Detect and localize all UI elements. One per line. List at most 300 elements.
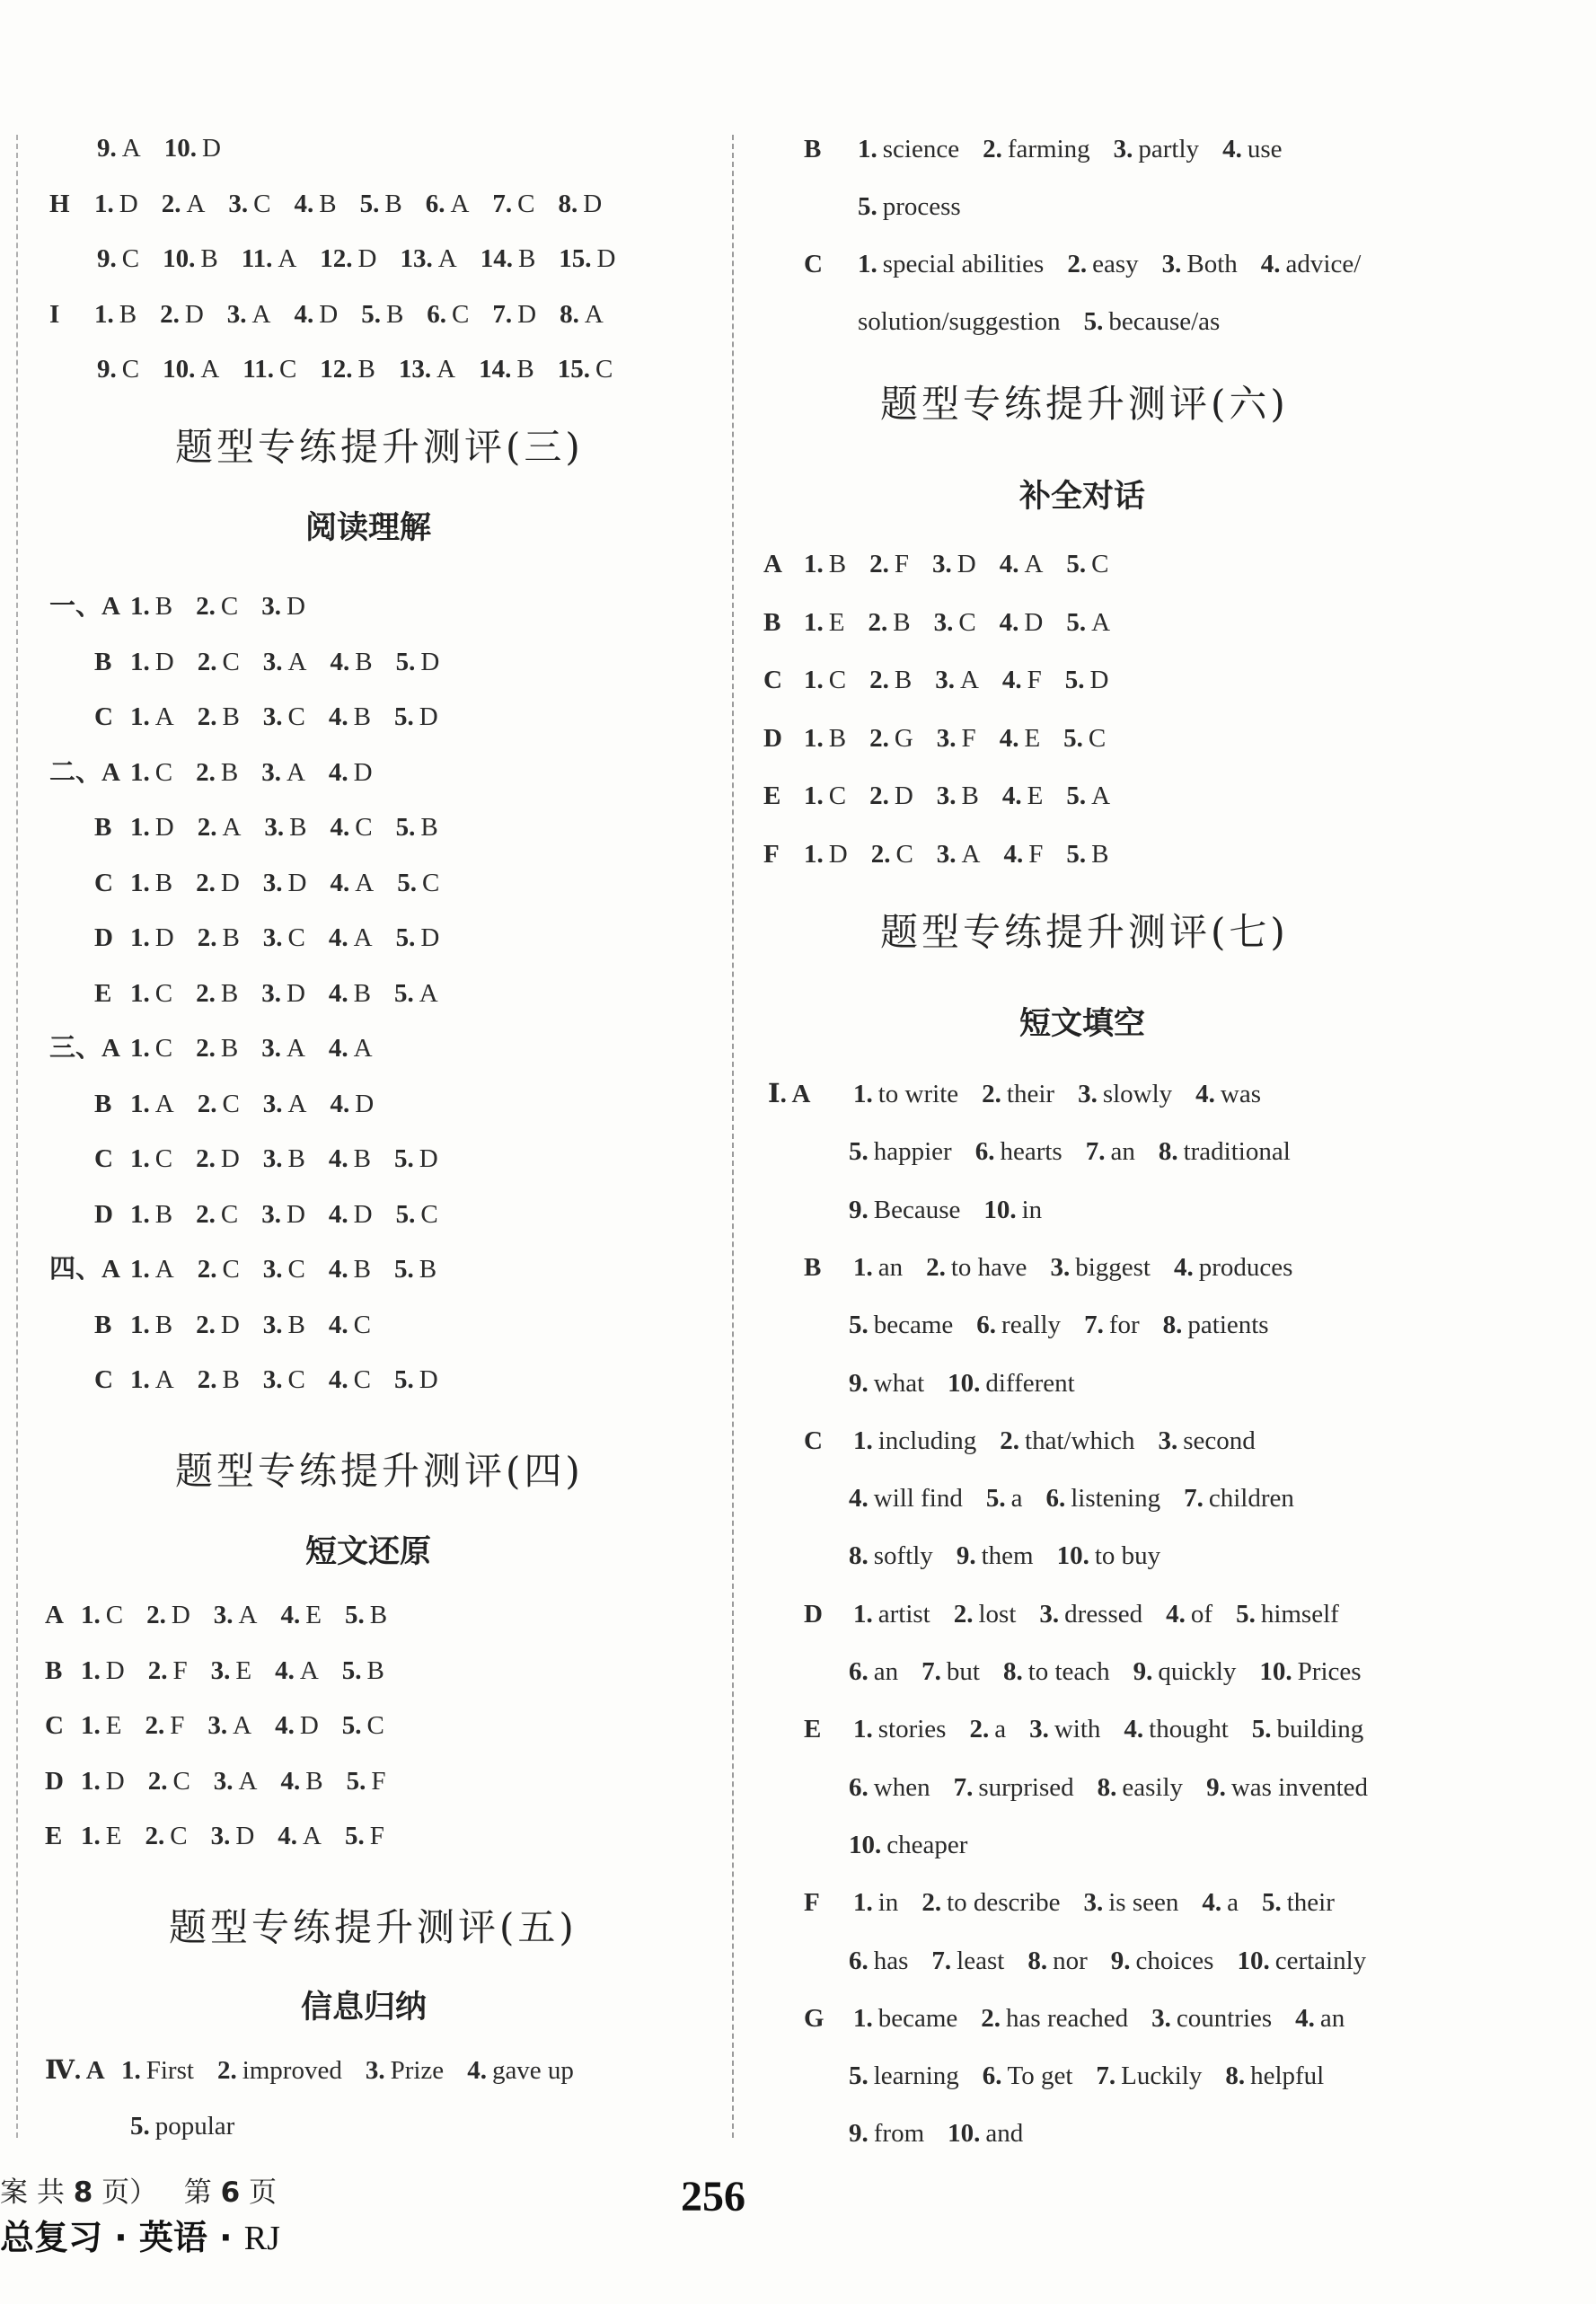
answer-number: 8. [1225,2061,1246,2091]
answer-text: choices [1135,1946,1214,1975]
answer-text: C [595,355,613,384]
answer-item [397,865,439,901]
answer-text: A [286,757,305,787]
answer-number: 1. [130,813,150,842]
footer-book-title: 总复习 · 英语 · RJ [0,2218,280,2257]
answer-number: 2. [216,2056,237,2085]
answer-item [227,296,271,332]
answer-text: D [420,647,440,676]
answer-group-label: E [804,1715,822,1744]
answer-item [281,1597,322,1633]
answer-number: 9. [956,1541,976,1571]
answer-text: B [319,189,337,218]
answer-item [1111,1943,1214,1979]
answer-number: 2. [197,702,217,731]
answer-item [130,755,172,790]
answer-line [763,662,1132,698]
answer-text: to describe [947,1888,1061,1918]
answer-group-label: C [94,868,113,897]
answer-item [320,351,375,387]
answer-item [849,1480,963,1516]
answer-text: A [286,1034,305,1063]
answer-item [196,1030,238,1066]
answer-text: was invented [1230,1772,1369,1802]
answer-text: slowly [1102,1080,1173,1108]
answer-text: A [353,923,373,952]
answer-item [849,1770,930,1805]
answer-item [198,1251,240,1287]
answer-number: 5. [395,1199,416,1229]
answer-number: 3. [1083,1888,1104,1918]
answer-text: B [154,868,173,897]
answer-number: 2. [870,839,891,869]
answer-item [1151,2000,1272,2036]
answer-number: 11. [241,244,273,273]
answer-group-label: C [804,250,823,278]
answer-item [329,699,371,735]
answer-number: 5. [393,1365,414,1394]
answer-number: 3. [262,868,283,897]
answer-line [849,1770,1391,1805]
answer-number: 4. [330,1089,350,1118]
answer-text: C [253,189,271,218]
answer-text: an [1110,1137,1135,1167]
answer-item [196,588,238,624]
answer-item [130,644,174,680]
answer-number: 1. [130,1144,150,1173]
answer-text: G [894,723,913,753]
answer-item [1086,1134,1135,1170]
section-subtitle-reading: 阅读理解 [305,510,432,546]
answer-item [853,1423,976,1459]
answer-number: 2. [197,1365,217,1394]
answer-item [976,1307,1061,1343]
answer-item [130,1141,172,1177]
answer-number: 3. [1158,1426,1178,1455]
answer-group-label: C [94,1365,113,1394]
answer-text: process [882,192,961,221]
answer-text: To get [1007,2061,1073,2091]
answer-item [849,1654,898,1690]
answer-number: 2. [982,1080,1001,1108]
answer-item [366,2052,444,2088]
answer-text: thought [1149,1715,1229,1744]
answer-item [559,241,615,277]
answer-number: 2. [196,1199,216,1229]
answer-item [849,1134,952,1170]
answer-text: B [305,1766,323,1796]
answer-group-label: E [94,978,112,1008]
answer-text: C [1091,550,1109,578]
answer-number: 9. [849,1195,869,1224]
answer-number: 1. [81,1766,101,1796]
answer-item [983,1192,1042,1228]
answer-item [1000,546,1044,582]
answer-text: hearts [1000,1137,1063,1167]
answer-text: D [286,978,305,1008]
answer-item [263,1141,305,1177]
answer-number: 4. [275,1711,295,1740]
answer-number: 8. [1027,1946,1048,1975]
answer-item [849,2115,924,2151]
answer-text: F [961,723,976,753]
answer-item [329,975,371,1011]
answer-line [804,1249,1316,1285]
answer-text: D [220,868,240,897]
answer-number: 3. [936,781,957,810]
answer-number: 4. [275,1655,295,1685]
answer-text: C [958,607,976,637]
answer-number: 1. [130,1034,150,1063]
answer-text: D [119,189,138,218]
answer-group-label: E [45,1822,63,1850]
answer-text: B [828,723,847,753]
answer-text: B [289,813,307,842]
answer-text: A [238,1601,258,1629]
answer-text: A [1091,781,1111,810]
answer-item [401,241,457,277]
answer-text: C [828,781,847,810]
answer-text: D [105,1655,125,1685]
answer-item [481,241,536,277]
answer-number: 3. [261,592,281,621]
answer-number: 3. [1113,135,1133,163]
answer-number: 6. [974,1137,995,1167]
answer-item [396,644,440,680]
answer-text: D [517,299,537,329]
answer-line [849,2115,1046,2151]
answer-text: A [121,134,141,163]
answer-number: 5. [1063,723,1083,753]
answer-item [1166,1596,1212,1632]
answer-number: 5. [393,702,414,731]
answer-number: 4. [999,550,1019,578]
answer-text: B [517,244,536,273]
answer-item [94,296,137,332]
answer-number: 5. [849,2061,869,2091]
answer-text: A [233,1711,252,1740]
answer-text: a [1010,1484,1023,1514]
answer-line [763,546,1132,582]
answer-group-label: B [94,647,112,676]
section-subtitle-info-summary: 信息归纳 [301,1990,428,2026]
answer-number: 2. [869,781,889,810]
answer-number: 6. [849,1946,869,1975]
answer-item [198,699,240,735]
answer-number: 2. [1067,250,1088,278]
answer-item [331,809,373,845]
answer-text: B [357,355,375,384]
answer-number: 3. [261,978,281,1008]
answer-number: 1. [853,1080,873,1108]
answer-text: lost [978,1599,1017,1629]
answer-text: E [105,1711,122,1740]
answer-number: 1. [853,1888,873,1918]
answer-number: 15. [559,244,592,273]
answer-number: 10. [849,1830,882,1859]
answer-text: D [171,1601,190,1629]
answer-number: 4. [1295,2003,1315,2033]
answer-number: 4. [328,1144,348,1173]
answer-item [849,1365,924,1401]
answer-text: D [287,868,307,897]
answer-number: 9. [849,1368,869,1398]
answer-number: 3. [262,1089,283,1118]
answer-line [94,975,462,1011]
answer-text: C [421,868,440,897]
answer-text: has reached [1006,2003,1129,2033]
answer-number: 5. [1066,839,1087,869]
answer-number: 2. [196,1310,216,1339]
answer-text: B [369,1601,388,1629]
answer-number: 14. [480,244,513,273]
answer-number: 2. [981,2003,1001,2033]
answer-item [986,1480,1023,1516]
answer-number: 3. [936,839,957,869]
answer-number: 3. [261,1199,281,1229]
answer-number: 4. [280,1601,301,1629]
answer-number: 4. [328,978,348,1008]
answer-text: solution/suggestion [858,307,1061,336]
answer-number: 7. [921,1657,941,1686]
answer-item [263,1307,305,1343]
answer-group-label: B [45,1655,63,1685]
answer-number: 5. [1064,666,1085,694]
answer-number: 3. [931,550,952,578]
answer-group-label: D [763,723,782,753]
answer-line [97,130,244,166]
answer-text: different [985,1368,1075,1398]
answer-text: B [420,813,438,842]
answer-line [94,809,462,845]
answer-group-label: C [804,1426,823,1455]
answer-text: A [278,244,297,273]
answer-group-label: G [804,2003,824,2033]
left-margin-dashed-rule [16,135,18,2138]
answer-item [130,1086,174,1122]
answer-text: from [873,2119,925,2149]
answer-number: 2. [921,1888,942,1918]
answer-item [196,755,238,790]
answer-text: an [877,1252,904,1282]
answer-line [804,1711,1387,1747]
answer-line [849,1480,1318,1516]
answer-text: because/as [1108,307,1221,336]
answer-text: D [154,647,174,676]
answer-text: C [1088,723,1107,753]
answer-text: C [828,666,847,694]
answer-line [804,1596,1362,1632]
answer-item [868,605,910,640]
answer-text: patients [1187,1311,1269,1340]
answer-text: A [154,1365,174,1394]
answer-text: improved [242,2056,342,2085]
answer-number: 4. [999,607,1019,637]
answer-item [261,975,305,1011]
answer-number: 3. [261,757,281,787]
answer-text: D [419,1365,438,1394]
answer-number: 3. [262,923,283,952]
answer-item [211,1818,255,1854]
answer-text: least [957,1946,1005,1975]
answer-number: 5. [361,299,381,329]
answer-item [148,1763,190,1799]
page-number: 256 [681,2173,745,2220]
answer-item [329,755,373,790]
answer-item [331,865,375,901]
answer-item [1004,836,1044,872]
answer-item [804,720,846,756]
answer-number: 2. [869,666,889,694]
answer-item [921,1885,1060,1920]
answer-item [1027,1943,1087,1979]
answer-text: C [172,1766,190,1796]
answer-number: 1. [804,666,824,694]
answer-number: 8. [1097,1772,1117,1802]
answer-text: C [287,702,305,731]
answer-text: A [222,813,242,842]
answer-item [196,1307,240,1343]
answer-item [1084,304,1221,340]
answer-text: A [353,1034,373,1063]
answer-group-label: 四、A [49,1255,120,1284]
answer-text: B [419,1255,437,1284]
answer-number: 4. [328,1365,348,1394]
answer-text: D [319,299,339,329]
answer-line [94,865,463,901]
answer-item [162,186,206,222]
answer-text: D [184,299,204,329]
answer-text: A [959,666,979,694]
answer-number: 2. [147,1655,168,1685]
answer-item [869,546,909,582]
answer-number: 5. [1066,607,1087,637]
answer-text: C [154,1034,173,1063]
answer-item [331,1086,375,1122]
answer-text: learning [873,2061,959,2091]
answer-number: 4. [280,1766,301,1796]
answer-number: 3. [262,702,283,731]
answer-item [1066,605,1110,640]
answer-item [1050,1249,1151,1285]
answer-item [1184,1480,1294,1516]
answer-number: 6. [425,189,445,218]
answer-number: 1. [94,189,114,218]
answer-item [558,351,613,387]
answer-text: B [220,1034,239,1063]
answer-text: C [105,1601,124,1629]
answer-group-label: D [804,1599,823,1629]
answer-item [1063,720,1106,756]
answer-item [1114,131,1199,167]
answer-text: B [893,607,911,637]
section-subtitle-dialogue: 补全对话 [1019,479,1146,515]
answer-group-label: D [94,923,113,952]
answer-item [329,1362,371,1398]
answer-line [763,605,1133,640]
answer-number: 3. [210,1822,231,1850]
answer-line [849,1827,991,1863]
answer-number: 3. [207,1711,228,1740]
answer-text: countries [1176,2003,1273,2033]
answer-text: C [222,647,240,676]
answer-number: 1. [130,978,150,1008]
answer-number: 9. [1133,1657,1153,1686]
answer-item [261,588,305,624]
answer-text: D [957,550,976,578]
answer-item [1206,1770,1368,1805]
answer-text: an [1319,2003,1345,2033]
answer-item [263,1251,305,1287]
answer-item [1000,1423,1134,1459]
answer-group-label: B [94,1089,112,1118]
answer-item [869,662,912,698]
answer-item [1259,1654,1361,1690]
answer-number: 9. [97,355,117,384]
answer-item [295,186,337,222]
answer-group-label: A [45,1601,64,1629]
answer-text: for [1108,1311,1140,1340]
answer-number: 5. [344,1601,365,1629]
answer-text: E [305,1601,322,1629]
answer-item [130,920,174,956]
answer-text: D [1024,607,1044,637]
answer-number: 2. [869,723,889,753]
answer-text: surprised [978,1772,1074,1802]
answer-item [804,605,844,640]
answer-text: C [121,244,140,273]
answer-number: 2. [197,813,217,842]
answer-text: D [286,1199,305,1229]
answer-text: Both [1186,250,1238,278]
answer-item [228,186,270,222]
answer-number: 1. [121,2056,141,2085]
answer-text: A [186,189,206,218]
answer-number: 2. [1000,1426,1020,1455]
answer-text: A [287,647,307,676]
answer-text: D [105,1766,125,1796]
answer-item [130,699,174,735]
answer-text: C [517,189,535,218]
answer-number: 5. [858,192,877,221]
answer-line [45,1653,408,1689]
answer-item [263,699,305,735]
answer-item [329,1307,371,1343]
answer-number: 5. [849,1311,869,1340]
answer-line [49,755,396,790]
answer-number: 10. [1259,1657,1292,1686]
answer-text: E [1024,723,1041,753]
answer-number: 3. [264,813,285,842]
answer-item [1098,1770,1183,1805]
answer-item [81,1818,121,1854]
answer-line [849,2058,1347,2094]
answer-number: 10. [948,1368,981,1398]
answer-item [1083,1885,1178,1920]
answer-text: C [366,1711,384,1740]
answer-text: E [235,1655,252,1685]
answer-item [396,1196,438,1232]
answer-number: 13. [400,244,433,273]
answer-line [763,836,1132,872]
answer-text: really [1001,1311,1062,1340]
answer-item [81,1597,123,1633]
answer-number: 1. [853,1426,873,1455]
answer-number: 1. [130,647,150,676]
answer-item [278,1818,322,1854]
answer-item [853,2000,957,2036]
answer-text: A [436,355,456,384]
